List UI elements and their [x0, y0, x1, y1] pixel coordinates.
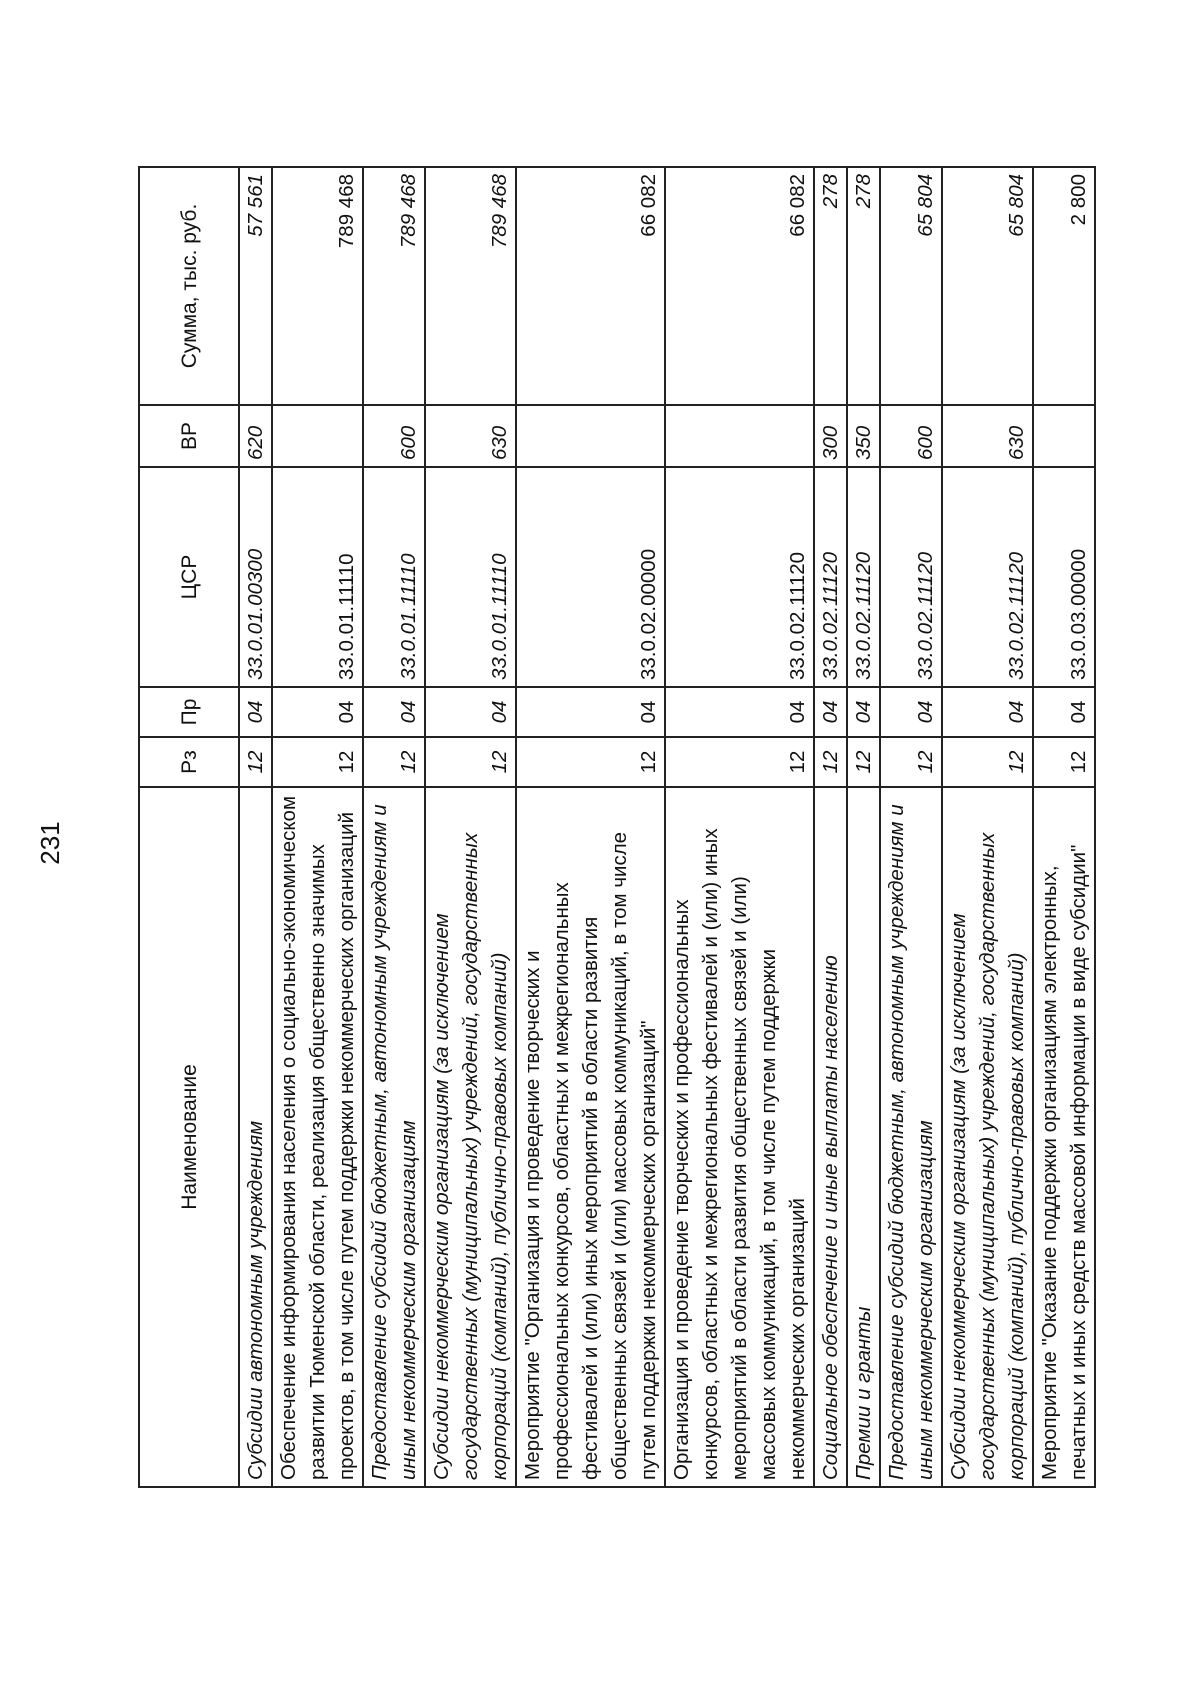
cell-csr: 33.0.01.00300 — [239, 467, 272, 687]
table-header-row — [139, 167, 239, 1487]
cell-csr: 33.0.01.11110 — [363, 467, 425, 687]
table-row — [880, 167, 942, 1487]
cell-sum: 2 800 — [1033, 167, 1095, 405]
cell-name: Предоставление субсидий бюджетным, автономным учреждениям и иным некоммерческим организациям — [880, 787, 942, 1487]
table-row — [1033, 167, 1095, 1487]
page-number: 231 — [35, 821, 65, 865]
table-row — [516, 167, 665, 1487]
cell-sum: 66 082 — [665, 167, 814, 405]
table-row — [942, 167, 1033, 1487]
cell-rz: 12 — [847, 737, 880, 787]
table-row — [814, 167, 847, 1487]
cell-pr: 04 — [847, 687, 880, 737]
cell-sum: 789 468 — [272, 167, 363, 405]
cell-rz: 12 — [425, 737, 516, 787]
cell-rz: 12 — [942, 737, 1033, 787]
cell-vr: 600 — [363, 405, 425, 467]
cell-pr: 04 — [272, 687, 363, 737]
table-row — [425, 167, 516, 1487]
table-row — [272, 167, 363, 1487]
cell-name: Социальное обеспечение и иные выплаты населению — [814, 787, 847, 1487]
cell-name: Предоставление субсидий бюджетным, автономным учреждениям и иным некоммерческим организациям — [363, 787, 425, 1487]
table-row — [847, 167, 880, 1487]
cell-vr: 630 — [942, 405, 1033, 467]
cell-sum: 789 468 — [425, 167, 516, 405]
cell-csr: 33.0.02.11120 — [942, 467, 1033, 687]
table-row — [363, 167, 425, 1487]
table-row — [239, 167, 272, 1487]
cell-rz: 12 — [516, 737, 665, 787]
table-row — [665, 167, 814, 1487]
header-sum: Сумма, тыс. руб. — [139, 167, 239, 405]
cell-vr — [272, 405, 363, 467]
cell-rz: 12 — [1033, 737, 1095, 787]
cell-csr: 33.0.03.00000 — [1033, 467, 1095, 687]
cell-pr: 04 — [516, 687, 665, 737]
cell-name: Обеспечение информирования населения о социально-экономическом развитии Тюменской области, реализация общественно значимых проектов, в том числе путем поддержки некоммерческих организаций — [272, 787, 363, 1487]
cell-csr: 33.0.02.00000 — [516, 467, 665, 687]
cell-pr: 04 — [1033, 687, 1095, 737]
cell-vr: 620 — [239, 405, 272, 467]
cell-csr: 33.0.02.11120 — [880, 467, 942, 687]
header-rz: Рз — [139, 737, 239, 787]
cell-name: Мероприятие "Оказание поддержки организациям электронных, печатных и иных средств массовой информации в виде субсидии" — [1033, 787, 1095, 1487]
cell-vr — [665, 405, 814, 467]
cell-name: Субсидии автономным учреждениям — [239, 787, 272, 1487]
cell-vr: 300 — [814, 405, 847, 467]
header-csr: ЦСР — [139, 467, 239, 687]
cell-pr: 04 — [880, 687, 942, 737]
cell-csr: 33.0.02.11120 — [847, 467, 880, 687]
cell-vr: 600 — [880, 405, 942, 467]
cell-pr: 04 — [239, 687, 272, 737]
cell-rz: 12 — [272, 737, 363, 787]
cell-sum: 65 804 — [880, 167, 942, 405]
cell-pr: 04 — [942, 687, 1033, 737]
cell-name: Субсидии некоммерческим организациям (за исключением государственных (муниципальных) учреждений, государственных корпораций (компаний), публично-правовых компаний) — [942, 787, 1033, 1487]
cell-csr: 33.0.02.11120 — [814, 467, 847, 687]
cell-sum: 57 561 — [239, 167, 272, 405]
cell-vr: 630 — [425, 405, 516, 467]
cell-pr: 04 — [363, 687, 425, 737]
cell-csr: 33.0.02.11120 — [665, 467, 814, 687]
cell-name: Мероприятие "Организация и проведение творческих и профессиональных конкурсов, областных и межрегиональных фестивалей и (или) иных мероприятий в области развития общественных связей и (или) массовых коммуникаций, в том числе путем поддержки некоммерческих организаций" — [516, 787, 665, 1487]
cell-rz: 12 — [665, 737, 814, 787]
cell-pr: 04 — [425, 687, 516, 737]
cell-name: Премии и гранты — [847, 787, 880, 1487]
cell-pr: 04 — [665, 687, 814, 737]
rotated-page — [25, 63, 1175, 1623]
cell-vr — [1033, 405, 1095, 467]
cell-sum: 65 804 — [942, 167, 1033, 405]
header-vr: ВР — [139, 405, 239, 467]
cell-sum: 66 082 — [516, 167, 665, 405]
cell-csr: 33.0.01.11110 — [425, 467, 516, 687]
cell-pr: 04 — [814, 687, 847, 737]
budget-table — [138, 166, 1096, 1488]
cell-sum: 789 468 — [363, 167, 425, 405]
header-pr: Пр — [139, 687, 239, 737]
cell-sum: 278 — [814, 167, 847, 405]
cell-csr: 33.0.01.11110 — [272, 467, 363, 687]
cell-vr — [516, 405, 665, 467]
cell-vr: 350 — [847, 405, 880, 467]
cell-rz: 12 — [880, 737, 942, 787]
header-name: Наименование — [139, 787, 239, 1487]
cell-rz: 12 — [239, 737, 272, 787]
cell-rz: 12 — [814, 737, 847, 787]
cell-name: Организация и проведение творческих и профессиональных конкурсов, областных и межрегиональных фестивалей и (или) иных мероприятий в области развития общественных связей и (или) массовых коммуникаций, в том числе путем поддержки некоммерческих организаций — [665, 787, 814, 1487]
cell-rz: 12 — [363, 737, 425, 787]
cell-sum: 278 — [847, 167, 880, 405]
cell-name: Субсидии некоммерческим организациям (за исключением государственных (муниципальных) учреждений, государственных корпораций (компаний), публично-правовых компаний) — [425, 787, 516, 1487]
